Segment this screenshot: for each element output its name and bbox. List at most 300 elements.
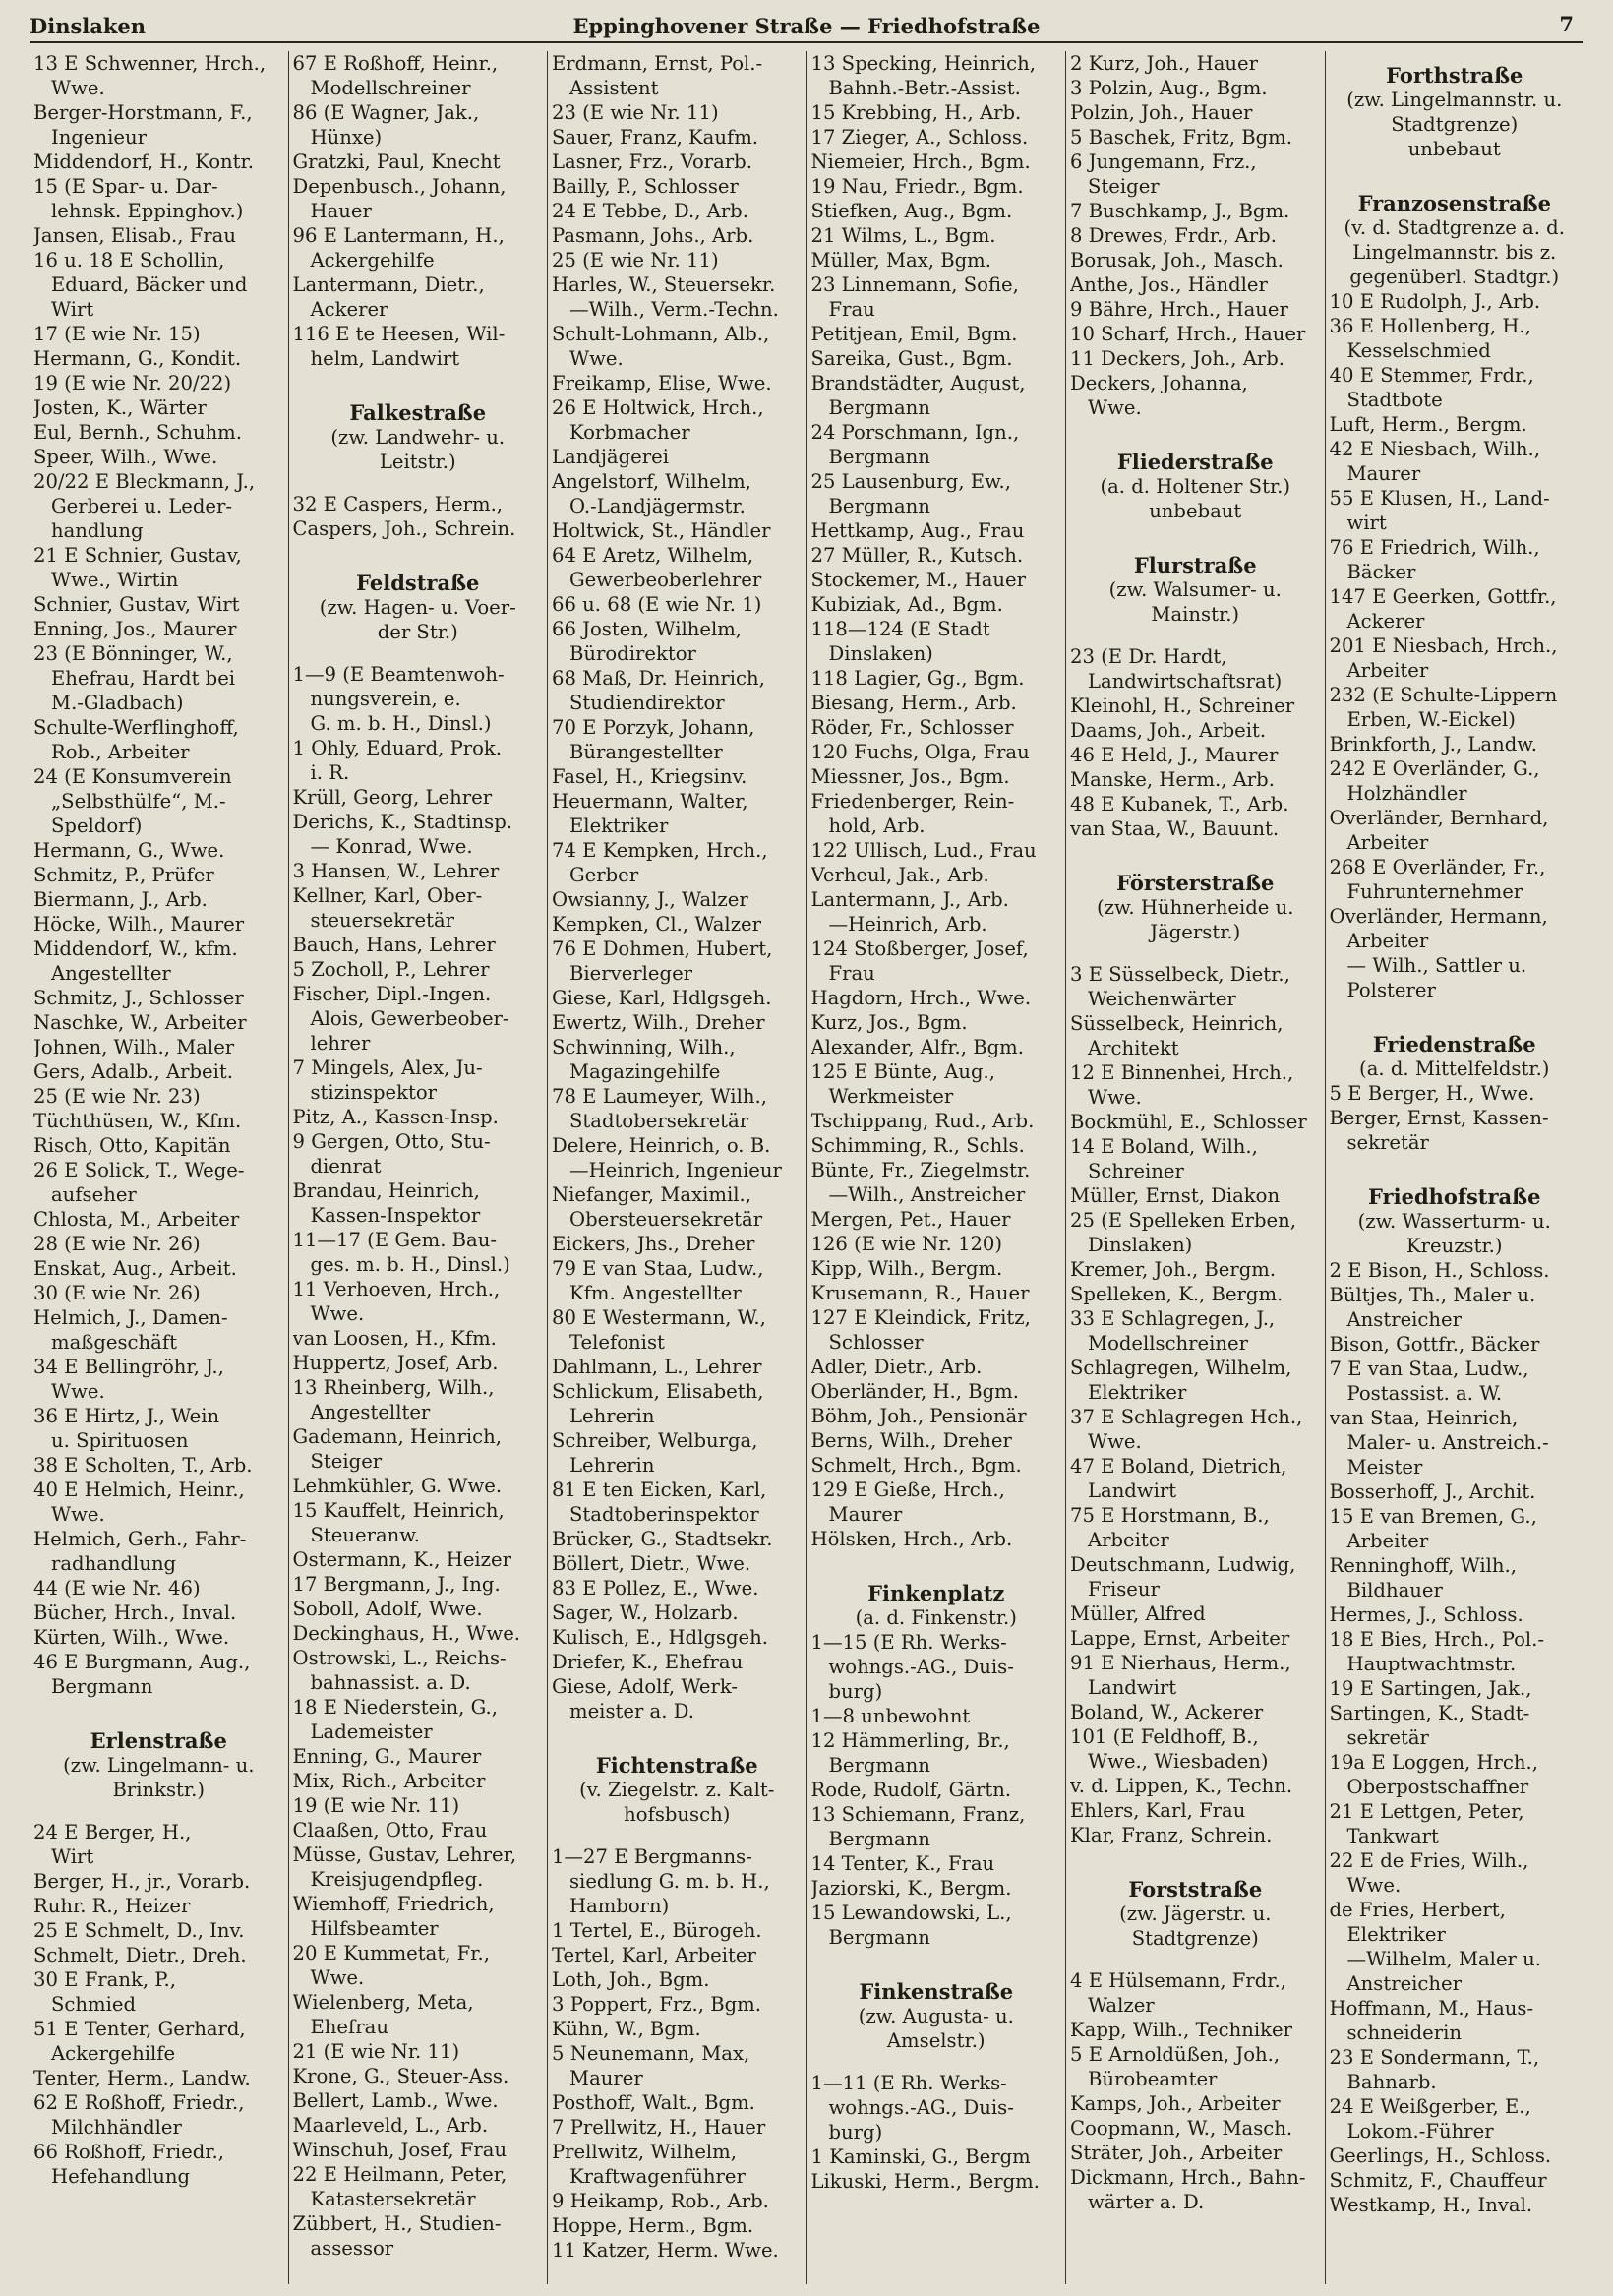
- entry-line: 8 Drewes, Frdr., Arb.: [1070, 224, 1277, 247]
- entry-line: radhandlung: [51, 1552, 177, 1575]
- entry-line: Arbeiter: [1346, 659, 1429, 682]
- entry-line: 17 Bergmann, J., Ing.: [292, 1573, 501, 1596]
- entry-line: „Selbsthülfe“, M.-: [51, 790, 226, 813]
- entry-line: Bildhauer: [1346, 1579, 1443, 1601]
- entry-line: Sartingen, K., Stadt-: [1329, 1702, 1530, 1724]
- entry-line: Meister: [1346, 1456, 1423, 1479]
- entry-line: Bücher, Hrch., Inval.: [33, 1601, 237, 1624]
- entry-line: 1 Ohly, Eduard, Prok.: [292, 737, 503, 759]
- entry-line: 23 E Sondermann, T.,: [1329, 2046, 1540, 2069]
- entry-line: Fuhrunternehmer: [1346, 880, 1523, 903]
- entry-line: M.-Gladbach): [51, 692, 184, 714]
- entry-line: 23 Linnemann, Sofie,: [810, 273, 1019, 296]
- entry-line: —Wilh., Verm.-Techn.: [569, 298, 779, 321]
- street-note: (a. d. Finkenstr.): [855, 1606, 1017, 1629]
- entry-line: Bergmann: [51, 1675, 153, 1698]
- entry-line: 12 E Binnenhei, Hrch.,: [1070, 1061, 1294, 1084]
- entry-line: Rode, Rudolf, Gärtn.: [810, 1779, 1012, 1801]
- entry-line: Ruhr. R., Heizer: [33, 1895, 191, 1917]
- entry-line: Niemeier, Hrch., Bgm.: [810, 151, 1031, 173]
- entry-line: Wiemhoff, Friedrich,: [292, 1893, 495, 1915]
- entry-line: 12 Hämmerling, Br.,: [810, 1729, 1010, 1752]
- entry-line: Wwe.: [51, 1380, 105, 1403]
- entry-line: Dinslaken): [828, 642, 933, 665]
- entry-line: Overländer, Bernhard,: [1329, 807, 1549, 829]
- column-5: [1066, 51, 1326, 2284]
- entry-line: 15 (E Spar- u. Dar-: [33, 175, 218, 198]
- page-header: [30, 8, 1583, 43]
- entry-line: Prellwitz, Wilhelm,: [552, 2141, 737, 2163]
- entry-line: 24 E Berger, H.,: [33, 1821, 192, 1843]
- entry-line: Jaziorski, K., Bergm.: [810, 1877, 1012, 1900]
- entry-line: 25 E Schmelt, D., Inv.: [33, 1919, 245, 1942]
- entry-line: Ehefrau: [310, 2016, 388, 2038]
- entry-line: Hauptwachtmstr.: [1346, 1653, 1517, 1675]
- entry-line: Schlosser: [828, 1331, 924, 1354]
- entry-line: Dinslaken): [1088, 1234, 1193, 1256]
- entry-line: Oberländer, H., Bgm.: [810, 1380, 1019, 1403]
- street-note: Amselstr.): [886, 2029, 986, 2052]
- entry-line: Steiger: [310, 1450, 383, 1473]
- entry-line: Helmich, Gerh., Fahr-: [33, 1528, 247, 1550]
- entry-line: Arbeiter: [1346, 831, 1429, 854]
- entry-line: 23 (E Dr. Hardt,: [1070, 645, 1227, 668]
- entry-line: Müller, Ernst, Diakon: [1070, 1184, 1281, 1207]
- entry-line: Renninghoff, Wilh.,: [1329, 1554, 1518, 1577]
- entry-line: Landwirt: [1088, 1676, 1177, 1699]
- entry-line: 15 Kauffelt, Heinrich,: [292, 1499, 505, 1522]
- entry-line: 19 E Sartingen, Jak.,: [1329, 1677, 1532, 1700]
- entry-line: Gers, Adalb., Arbeit.: [33, 1060, 234, 1083]
- street-note: Stadtgrenze): [1391, 113, 1519, 136]
- entry-line: Giese, Karl, Hdlgsgeh.: [552, 987, 772, 1009]
- entry-line: Schmitz, P., Prüfer: [33, 864, 214, 886]
- entry-line: Lokom.-Führer: [1346, 2120, 1494, 2143]
- entry-line: 13 Rheinberg, Wilh.,: [292, 1376, 495, 1399]
- street-heading: Franzosenstraße: [1357, 191, 1551, 215]
- entry-line: Tschippang, Rud., Arb.: [810, 1110, 1035, 1132]
- entry-line: 42 E Niesbach, Wilh.,: [1329, 438, 1540, 460]
- entry-line: Lasner, Frz., Vorarb.: [552, 151, 752, 173]
- entry-line: 7 E van Staa, Ludw.,: [1329, 1358, 1529, 1380]
- entry-line: 76 E Dohmen, Hubert,: [552, 937, 773, 960]
- entry-line: Landwirtschaftsrat): [1088, 670, 1283, 693]
- entry-line: —Heinrich, Ingenieur: [569, 1159, 782, 1181]
- entry-line: Maarleveld, L., Arb.: [292, 2114, 489, 2137]
- column-4: [807, 51, 1067, 2284]
- entry-line: siedlung G. m. b. H.,: [569, 1870, 770, 1893]
- entry-line: 1—9 (E Beamtenwoh-: [292, 663, 505, 686]
- entry-line: v. d. Lippen, K., Techn.: [1070, 1775, 1293, 1797]
- entry-line: Gratzki, Paul, Knecht: [292, 151, 501, 173]
- entry-line: Risch, Otto, Kapitän: [33, 1134, 231, 1157]
- entry-line: Postassist. a. W.: [1346, 1382, 1503, 1405]
- entry-line: 118—124 (E Stadt: [810, 618, 990, 640]
- entry-line: 36 E Hollenberg, H.,: [1329, 315, 1531, 337]
- entry-line: Caspers, Joh., Schrein.: [292, 517, 516, 540]
- entry-line: 22 E de Fries, Wilh.,: [1329, 1849, 1529, 1872]
- entry-line: 15 E van Bremen, G.,: [1329, 1505, 1537, 1528]
- entry-line: Depenbusch., Johann,: [292, 175, 507, 198]
- entry-line: 7 Buschkamp, J., Bgm.: [1070, 200, 1290, 222]
- entry-line: i. R.: [310, 761, 350, 784]
- entry-line: Angestellter: [51, 962, 171, 985]
- entry-line: 66 u. 68 (E wie Nr. 1): [552, 593, 762, 616]
- street-heading: Fichtenstraße: [595, 1753, 758, 1778]
- entry-line: Schult-Lohmann, Alb.,: [552, 323, 770, 345]
- entry-line: Assistent: [569, 77, 659, 99]
- street-note: (v. Ziegelstr. z. Kalt-: [579, 1779, 775, 1801]
- entry-line: Ackergehilfe: [310, 249, 435, 272]
- entry-line: Dickmann, Hrch., Bahn-: [1070, 2166, 1306, 2189]
- entry-line: Hünxe): [310, 126, 383, 149]
- street-note: hofsbusch): [624, 1803, 731, 1826]
- entry-line: Bergmann: [828, 495, 930, 517]
- entry-line: Wielenberg, Meta,: [292, 1991, 474, 2014]
- entry-line: 1—8 unbewohnt: [810, 1705, 971, 1727]
- column-6: [1326, 51, 1584, 2284]
- entry-line: Krone, G., Steuer-Ass.: [292, 2065, 509, 2087]
- entry-line: Bahnh.-Betr.-Assist.: [828, 77, 1021, 99]
- entry-line: Kipp, Wilh., Bergm.: [810, 1257, 1003, 1280]
- entry-line: Schreiber, Welburga,: [552, 1429, 758, 1452]
- entry-line: Jansen, Elisab., Frau: [33, 224, 236, 247]
- entry-line: 64 E Aretz, Wilhelm,: [552, 544, 754, 567]
- entry-line: 83 E Pollez, E., Wwe.: [552, 1577, 759, 1600]
- entry-line: 32 E Caspers, Herm.,: [292, 493, 504, 515]
- spacer: [1070, 944, 1321, 962]
- street-note: (zw. Lingelmannstr. u.: [1346, 89, 1563, 111]
- entry-line: Wwe.: [1088, 1430, 1142, 1453]
- spacer: [1070, 841, 1321, 859]
- entry-line: bahnassist. a. D.: [310, 1671, 471, 1694]
- entry-line: 62 E Roßhoff, Friedr.,: [33, 2091, 245, 2114]
- entry-line: Steueranw.: [310, 1524, 420, 1546]
- entry-line: Wwe.: [569, 347, 624, 370]
- entry-line: 147 E Geerken, Gottfr.,: [1329, 585, 1557, 608]
- entry-line: 30 E Frank, P.,: [33, 1968, 176, 1991]
- entry-line: 76 E Friedrich, Wilh.,: [1329, 536, 1540, 559]
- spacer: [552, 1827, 803, 1844]
- entry-line: Röder, Fr., Schlosser: [810, 716, 1014, 739]
- column-1: [30, 51, 289, 2284]
- entry-line: Schnier, Gustav, Wirt: [33, 593, 240, 616]
- entry-line: 11 Deckers, Joh., Arb.: [1070, 347, 1285, 370]
- entry-line: 26 E Holtwick, Hrch.,: [552, 396, 764, 419]
- entry-line: 70 E Porzyk, Johann,: [552, 716, 755, 739]
- street-heading: Friedhofstraße: [1368, 1184, 1541, 1209]
- entry-line: 14 E Boland, Wilh.,: [1070, 1135, 1258, 1158]
- entry-line: 19a E Loggen, Hrch.,: [1329, 1751, 1538, 1774]
- entry-line: 24 (E Konsumverein: [33, 765, 232, 788]
- entry-line: 9 Heikamp, Rob., Arb.: [552, 2190, 769, 2212]
- entry-line: 5 Baschek, Fritz, Bgm.: [1070, 126, 1292, 149]
- entry-line: Landjägerei: [552, 446, 669, 468]
- entry-line: Maurer: [828, 1503, 903, 1526]
- entry-line: Kremer, Joh., Bergm.: [1070, 1258, 1277, 1281]
- entry-line: Speldorf): [51, 815, 143, 837]
- column-3: [548, 51, 807, 2284]
- spacer: [1330, 1002, 1581, 1020]
- entry-line: 66 Roßhoff, Friedr.,: [33, 2141, 224, 2163]
- entry-line: Anstreicher: [1346, 1972, 1462, 1995]
- street-heading: Feldstraße: [356, 571, 480, 595]
- entry-line: Studiendirektor: [569, 692, 725, 714]
- entry-line: Wwe., Wirtin: [51, 569, 179, 591]
- entry-line: lehnsk. Eppinghov.): [51, 200, 244, 222]
- entry-line: maßgeschäft: [51, 1331, 177, 1354]
- entry-line: Hagdorn, Hrch., Wwe.: [810, 987, 1032, 1009]
- entry-line: Katastersekretär: [310, 2188, 476, 2210]
- entry-line: aufseher: [51, 1183, 137, 1206]
- entry-line: Steiger: [1088, 175, 1160, 198]
- entry-line: Coopmann, W., Masch.: [1070, 2117, 1293, 2140]
- spacer: [33, 1699, 284, 1717]
- entry-line: 20 E Kummetat, Fr.,: [292, 1942, 490, 1964]
- entry-line: Maler- u. Anstreich.-: [1346, 1431, 1549, 1454]
- entry-line: Modellschreiner: [310, 77, 471, 99]
- entry-line: 5 Neunemann, Max,: [552, 2042, 750, 2065]
- entry-line: Kesselschmied: [1346, 339, 1491, 362]
- entry-line: Friseur: [1088, 1578, 1160, 1601]
- entry-line: Owsianny, J., Walzer: [552, 888, 748, 911]
- entry-line: Telefonist: [569, 1331, 665, 1354]
- entry-line: 24 E Weißgerber, E.,: [1329, 2095, 1531, 2118]
- spacer: [1070, 1847, 1321, 1865]
- entry-line: Kreisjugendpfleg.: [310, 1868, 484, 1891]
- entry-line: Fasel, H., Kriegsinv.: [552, 765, 747, 788]
- spacer: [1070, 420, 1321, 438]
- entry-line: Bauch, Hans, Lehrer: [292, 934, 496, 956]
- entry-line: 38 E Scholten, T., Arb.: [33, 1454, 253, 1477]
- entry-line: Biesang, Herm., Arb.: [810, 692, 1017, 714]
- entry-line: Josten, K., Wärter: [33, 396, 207, 419]
- entry-line: — Wilh., Sattler u.: [1346, 954, 1527, 977]
- entry-line: Miessner, Jos., Bgm.: [810, 765, 1010, 788]
- street-heading: Fliederstraße: [1116, 450, 1274, 474]
- entry-line: 80 E Westermann, W.,: [552, 1306, 766, 1329]
- entry-line: ges. m. b. H., Dinsl.): [310, 1253, 510, 1276]
- entry-line: Driefer, K., Ehefrau: [552, 1651, 744, 1673]
- entry-line: 96 E Lantermann, H.,: [292, 224, 505, 247]
- entry-line: Deutschmann, Ludwig,: [1070, 1553, 1296, 1576]
- spacer: [33, 1802, 284, 1820]
- entry-line: Ingenieur: [51, 126, 147, 149]
- street-note: Mainstr.): [1151, 603, 1240, 626]
- entry-line: Elektriker: [1346, 1923, 1446, 1946]
- entry-line: stizinspektor: [310, 1081, 438, 1104]
- entry-line: G. m. b. H., Dinsl.): [310, 712, 492, 735]
- entry-line: Bailly, P., Schlosser: [552, 175, 739, 198]
- entry-line: Walzer: [1088, 1994, 1155, 2017]
- entry-line: Borusak, Joh., Masch.: [1070, 249, 1284, 272]
- entry-line: Bäcker: [1346, 561, 1416, 583]
- street-note: Jägerstr.): [1150, 921, 1241, 943]
- entry-line: Wwe.: [1088, 396, 1142, 419]
- street-heading: Finkenstraße: [859, 1979, 1014, 2004]
- entry-line: schneiderin: [1346, 2022, 1463, 2044]
- entry-line: Wwe.: [1088, 1086, 1142, 1109]
- entry-line: Tankwart: [1346, 1825, 1439, 1847]
- entry-line: 44 (E wie Nr. 46): [33, 1577, 201, 1600]
- entry-line: Schmelt, Dietr., Dreh.: [33, 1944, 247, 1966]
- entry-line: Schmitz, F., Chauffeur: [1329, 2169, 1547, 2192]
- entry-line: 81 E ten Eicken, Karl,: [552, 1479, 767, 1501]
- entry-line: Gewerbeoberlehrer: [569, 569, 762, 591]
- entry-line: Ackerer: [1346, 610, 1425, 633]
- entry-line: burg): [828, 2121, 883, 2144]
- entry-line: Schulte-Werflinghoff,: [33, 716, 239, 739]
- entry-line: Stadtoberinspektor: [569, 1503, 759, 1526]
- entry-line: Kleinohl, H., Schreiner: [1070, 695, 1295, 717]
- entry-line: 15 Krebbing, H., Arb.: [810, 101, 1022, 124]
- entry-line: Ostermann, K., Heizer: [292, 1548, 511, 1571]
- entry-line: 13 E Schwenner, Hrch.,: [33, 52, 267, 75]
- entry-line: 7 Prellwitz, H., Hauer: [552, 2116, 766, 2139]
- entry-line: Spelleken, K., Bergm.: [1070, 1283, 1284, 1305]
- entry-line: Naschke, W., Arbeiter: [33, 1011, 247, 1034]
- entry-line: Frau: [828, 962, 875, 985]
- entry-line: 3 Poppert, Frz., Bgm.: [552, 1993, 761, 2016]
- street-note: Lingelmannstr. bis z.: [1352, 241, 1557, 264]
- entry-line: 91 E Nierhaus, Herm.,: [1070, 1652, 1291, 1674]
- entry-line: 11 Katzer, Herm. Wwe.: [552, 2239, 779, 2262]
- street-heading: Falkestraße: [349, 400, 487, 425]
- entry-line: Bierverleger: [569, 962, 693, 985]
- entry-line: Gademann, Heinrich,: [292, 1425, 502, 1448]
- entry-line: 66 Josten, Wilhelm,: [552, 618, 743, 640]
- entry-line: Hauer: [310, 200, 372, 222]
- entry-line: Eduard, Bäcker und: [51, 273, 248, 296]
- entry-line: Wirt: [51, 1845, 94, 1868]
- entry-line: 7 Mingels, Alex, Ju-: [292, 1057, 483, 1079]
- entry-line: Kassen-Inspektor: [310, 1204, 481, 1227]
- entry-line: 3 Polzin, Aug., Bgm.: [1070, 77, 1268, 99]
- entry-line: Middendorf, W., kfm.: [33, 937, 238, 960]
- entry-line: Polsterer: [1346, 979, 1436, 1001]
- entry-line: Enskat, Aug., Arbeit.: [33, 1257, 237, 1280]
- entry-line: Ackergehilfe: [51, 2042, 176, 2065]
- street-heading: Erlenstraße: [90, 1728, 227, 1753]
- entry-line: 6 Jungemann, Frz.,: [1070, 151, 1257, 173]
- entry-line: van Staa, W., Bauunt.: [1070, 817, 1280, 840]
- entry-line: Schlickum, Elisabeth,: [552, 1380, 764, 1403]
- entry-line: Müller, Max, Bgm.: [810, 249, 991, 272]
- entry-line: 17 (E wie Nr. 15): [33, 323, 201, 345]
- entry-line: Werkmeister: [828, 1085, 954, 1108]
- entry-line: Derichs, K., Stadtinsp.: [292, 811, 512, 833]
- entry-line: 21 (E wie Nr. 11): [292, 2040, 460, 2063]
- entry-line: Wwe.: [310, 1966, 365, 1989]
- entry-line: Luft, Herm., Bergm.: [1329, 413, 1527, 436]
- entry-line: Brandau, Heinrich,: [292, 1179, 480, 1202]
- entry-line: Sager, W., Holzarb.: [552, 1601, 739, 1624]
- entry-line: 30 (E wie Nr. 26): [33, 1282, 201, 1304]
- entry-line: Manske, Herm., Arb.: [1070, 768, 1275, 791]
- entry-line: Loth, Joh., Bgm.: [552, 1968, 710, 1991]
- entry-line: Ehefrau, Hardt bei: [51, 667, 236, 690]
- entry-line: Bellert, Lamb., Wwe.: [292, 2089, 499, 2112]
- entry-line: Schwinning, Wilh.,: [552, 1036, 736, 1058]
- entry-line: Claaßen, Otto, Frau: [292, 1819, 488, 1842]
- entry-line: Daams, Joh., Arbeit.: [1070, 719, 1267, 742]
- entry-line: 116 E te Heesen, Wil-: [292, 323, 506, 345]
- entry-line: Stockemer, M., Hauer: [810, 569, 1026, 591]
- entry-line: Hoffmann, M., Haus-: [1329, 1997, 1534, 2020]
- entry-line: Bürodirektor: [569, 642, 696, 665]
- street-note: (v. d. Stadtgrenze a. d.: [1344, 216, 1565, 239]
- street-note: Kreuzstr.): [1405, 1235, 1503, 1257]
- spacer: [293, 371, 544, 389]
- entry-line: burg): [828, 1680, 883, 1703]
- entry-line: 18 E Niederstein, G.,: [292, 1696, 498, 1719]
- entry-line: Tüchthüsen, W., Kfm.: [33, 1110, 242, 1132]
- street-note: (zw. Hühnerheide u.: [1097, 896, 1294, 919]
- entry-line: Maurer: [569, 2067, 643, 2089]
- entry-line: steuersekretär: [310, 909, 455, 932]
- entry-line: 24 E Tebbe, D., Arb.: [552, 200, 748, 222]
- street-note: (zw. Jägerstr. u.: [1119, 1903, 1272, 1925]
- entry-line: Lappe, Ernst, Arbeiter: [1070, 1627, 1290, 1650]
- entry-line: Anstreicher: [1346, 1308, 1462, 1331]
- entry-line: Pasmann, Johs., Arb.: [552, 224, 754, 247]
- entry-line: Winschuh, Josef, Frau: [292, 2139, 508, 2161]
- entry-line: Brandstädter, August,: [810, 372, 1026, 394]
- entry-line: Rob., Arbeiter: [51, 741, 190, 763]
- entry-line: Ackerer: [310, 298, 388, 321]
- entry-line: 11—17 (E Gem. Bau-: [292, 1229, 497, 1251]
- entry-line: Kapp, Wilh., Techniker: [1070, 2019, 1292, 2041]
- entry-line: — Konrad, Wwe.: [310, 835, 473, 858]
- entry-line: Schmitz, J., Schlosser: [33, 987, 244, 1009]
- street-note: (a. d. Mittelfeldstr.): [1359, 1057, 1550, 1080]
- entry-line: 1—27 E Bergmanns-: [552, 1845, 752, 1868]
- entry-line: Frau: [828, 298, 875, 321]
- entry-line: 17 Zieger, A., Schloss.: [810, 126, 1029, 149]
- entry-line: Boland, W., Ackerer: [1070, 1701, 1264, 1723]
- entry-line: Bünte, Fr., Ziegelmstr.: [810, 1159, 1031, 1181]
- entry-line: Modellschreiner: [1088, 1332, 1248, 1355]
- entry-line: Stiefken, Aug., Bgm.: [810, 200, 1013, 222]
- entry-line: 55 E Klusen, H., Land-: [1329, 487, 1550, 510]
- entry-line: nungsverein, e.: [310, 688, 461, 710]
- entry-line: 21 E Lettgen, Peter,: [1329, 1800, 1524, 1823]
- entry-line: de Fries, Herbert,: [1329, 1899, 1506, 1921]
- entry-line: Helmich, J., Damen-: [33, 1306, 228, 1329]
- entry-line: 1 Kaminski, G., Bergm: [810, 2145, 1031, 2168]
- entry-line: 21 E Schnier, Gustav,: [33, 544, 242, 567]
- entry-line: Bahnarb.: [1346, 2071, 1437, 2093]
- entry-line: 21 Wilms, L., Bgm.: [810, 224, 996, 247]
- street-heading: Forststraße: [1128, 1877, 1263, 1902]
- entry-line: Hermann, G., Kondit.: [33, 347, 242, 370]
- entry-line: assessor: [310, 2237, 394, 2260]
- entry-line: 11 Verhoeven, Hrch.,: [292, 1278, 501, 1300]
- entry-line: Müsse, Gustav, Lehrer,: [292, 1843, 517, 1866]
- entry-line: 23 (E Bönninger, W.,: [33, 642, 233, 665]
- entry-line: 19 Nau, Friedr., Bgm.: [810, 175, 1024, 198]
- street-note: (zw. Lingelmann- u.: [63, 1754, 255, 1777]
- entry-line: 28 (E wie Nr. 26): [33, 1233, 201, 1255]
- entry-line: Delere, Heinrich, o. B.: [552, 1134, 771, 1157]
- spacer: [293, 644, 544, 662]
- street-note: (zw. Hagen- u. Voer-: [319, 596, 516, 619]
- entry-line: Brücker, G., Stadtsekr.: [552, 1528, 773, 1550]
- street-note: unbebaut: [1149, 500, 1242, 522]
- entry-line: Kürten, Wilh., Wwe.: [33, 1626, 230, 1649]
- entry-line: Kempken, Cl., Walzer: [552, 913, 761, 936]
- entry-line: 14 Tenter, K., Frau: [810, 1852, 995, 1875]
